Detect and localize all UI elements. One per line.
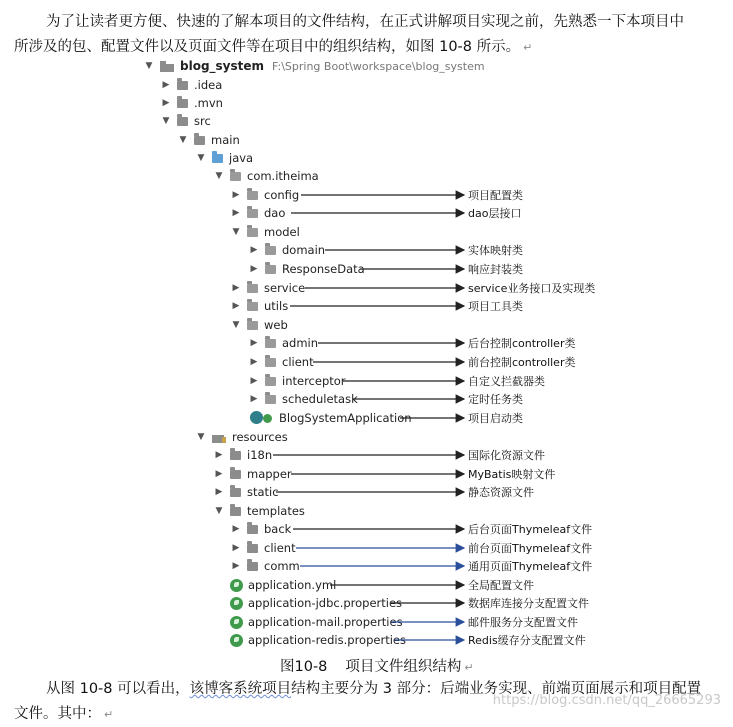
collapsed-arrow-icon[interactable]: ▶	[232, 543, 240, 553]
collapsed-arrow-icon[interactable]: ▶	[232, 208, 240, 218]
annotation-blogsystemapplication: 项目启动类	[468, 412, 523, 425]
annotation-config: 项目配置类	[468, 189, 523, 202]
collapsed-arrow-icon[interactable]: ▶	[215, 469, 223, 479]
tree-label: domain	[282, 243, 326, 257]
tree-label: .mvn	[194, 96, 223, 110]
intro-line-1: 为了让读者更方便、快速的了解本项目的文件结构，在正式讲解项目实现之前，先熟悉一下本项目中	[46, 14, 684, 30]
collapsed-arrow-icon[interactable]: ▶	[250, 357, 258, 367]
expanded-arrow-icon[interactable]: ▼	[232, 227, 240, 237]
paragraph-mark-icon: ↵	[464, 661, 474, 674]
expanded-arrow-icon[interactable]: ▼	[162, 116, 170, 126]
tree-label: application-mail.properties	[248, 615, 403, 629]
tree-label: resources	[232, 430, 288, 444]
expanded-arrow-icon[interactable]: ▼	[232, 320, 240, 330]
tree-label: i18n	[247, 448, 273, 462]
annotation-mapper: MyBatis映射文件	[468, 468, 556, 481]
figure-title: 项目文件组织结构	[345, 659, 462, 675]
annotation-web-client: 前台控制controller类	[468, 356, 576, 369]
annotation-utils: 项目工具类	[468, 300, 523, 313]
tree-label: application.yml	[248, 578, 337, 592]
collapsed-arrow-icon[interactable]: ▶	[232, 301, 240, 311]
watermark: https://blog.csdn.net/qq_26665293	[492, 693, 721, 708]
annotation-application-jdbc: 数据库连接分支配置文件	[468, 597, 589, 610]
collapsed-arrow-icon[interactable]: ▶	[232, 190, 240, 200]
expanded-arrow-icon[interactable]: ▼	[215, 171, 223, 181]
annotation-domain: 实体映射类	[468, 244, 523, 257]
outro-line-2: 文件。其中：	[14, 706, 101, 722]
outro-line-1-post: 结构主要分为 3 部分：后端业务实现、前端页面展示和项目配置	[291, 681, 702, 697]
tree-label: client	[264, 541, 296, 555]
figure-number: 图10-8	[280, 659, 328, 675]
tree-label: application-jdbc.properties	[248, 596, 403, 610]
annotation-back: 后台页面Thymeleaf文件	[468, 523, 593, 536]
tree-label: back	[264, 522, 292, 536]
paragraph-mark-icon: ↵	[523, 41, 533, 54]
paragraph-mark-icon: ↵	[104, 708, 114, 721]
annotation-scheduletask: 定时任务类	[468, 393, 523, 406]
figure-caption	[280, 655, 474, 676]
tree-label: java	[229, 151, 254, 165]
annotation-application-yml: 全局配置文件	[468, 579, 534, 592]
tree-label: model	[264, 225, 300, 239]
outro-line-1-pre: 从图 10-8 可以看出，	[46, 681, 190, 697]
tree-label: BlogSystemApplication	[279, 411, 412, 425]
tree-label: scheduletask	[282, 392, 358, 406]
outro-line-1-wavy: 该博客系统项目	[189, 681, 292, 697]
collapsed-arrow-icon[interactable]: ▶	[162, 98, 170, 108]
tree-label: templates	[247, 504, 305, 518]
tree-label: dao	[264, 206, 286, 220]
collapsed-arrow-icon[interactable]: ▶	[250, 264, 258, 274]
annotation-interceptor: 自定义拦截器类	[468, 375, 545, 388]
tree-label: comm	[264, 559, 300, 573]
annotation-admin: 后台控制controller类	[468, 337, 576, 350]
annotation-dao: dao层接口	[468, 207, 522, 220]
collapsed-arrow-icon[interactable]: ▶	[232, 561, 240, 571]
tree-label: main	[211, 133, 240, 147]
collapsed-arrow-icon[interactable]: ▶	[232, 283, 240, 293]
project-name: blog_system	[180, 59, 265, 73]
tree-label: interceptor	[282, 374, 346, 388]
tree-label: application-redis.properties	[248, 633, 406, 647]
annotation-service: service业务接口及实现类	[468, 282, 596, 295]
project-path: F:\Spring Boot\workspace\blog_system	[272, 59, 485, 73]
collapsed-arrow-icon[interactable]: ▶	[232, 524, 240, 534]
collapsed-arrow-icon[interactable]: ▶	[250, 245, 258, 255]
tree-label: src	[194, 114, 211, 128]
annotation-comm: 通用页面Thymeleaf文件	[468, 560, 593, 573]
annotation-i18n: 国际化资源文件	[468, 449, 545, 462]
annotation-responsedata: 响应封装类	[468, 263, 523, 276]
expanded-arrow-icon[interactable]: ▼	[215, 506, 223, 516]
collapsed-arrow-icon[interactable]: ▶	[250, 338, 258, 348]
tree-label: web	[264, 318, 288, 332]
expanded-arrow-icon[interactable]: ▼	[197, 153, 205, 163]
tree-label: service	[264, 281, 306, 295]
intro-line-2: 所涉及的包、配置文件以及页面文件等在项目中的组织结构，如图 10-8 所示。	[14, 39, 521, 55]
tree-label: client	[282, 355, 314, 369]
tree-label: static	[247, 485, 279, 499]
tree-label: admin	[282, 336, 319, 350]
annotation-static: 静态资源文件	[468, 486, 534, 499]
tree-label: utils	[264, 299, 289, 313]
tree-label: mapper	[247, 467, 292, 481]
expanded-arrow-icon[interactable]: ▼	[145, 61, 153, 71]
expanded-arrow-icon[interactable]: ▼	[197, 432, 205, 442]
collapsed-arrow-icon[interactable]: ▶	[215, 450, 223, 460]
annotation-application-mail: 邮件服务分支配置文件	[468, 616, 578, 629]
annotation-application-redis: Redis缓存分支配置文件	[468, 634, 586, 647]
collapsed-arrow-icon[interactable]: ▶	[250, 394, 258, 404]
tree-label: config	[264, 188, 300, 202]
annotation-templates-client: 前台页面Thymeleaf文件	[468, 542, 593, 555]
tree-label: com.itheima	[247, 169, 319, 183]
tree-label: ResponseData	[282, 262, 365, 276]
expanded-arrow-icon[interactable]: ▼	[179, 135, 187, 145]
collapsed-arrow-icon[interactable]: ▶	[250, 376, 258, 386]
collapsed-arrow-icon[interactable]: ▶	[162, 80, 170, 90]
collapsed-arrow-icon[interactable]: ▶	[215, 487, 223, 497]
tree-label: .idea	[194, 78, 223, 92]
